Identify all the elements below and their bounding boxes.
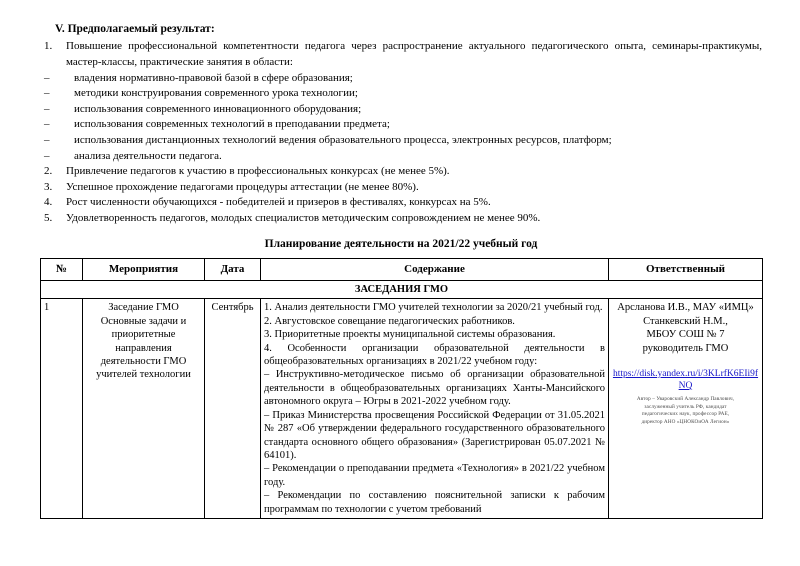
result-item-marker: –	[44, 149, 50, 162]
result-item-marker: –	[44, 71, 50, 84]
result-item-marker: 5.	[44, 212, 53, 225]
result-item-text: Удовлетворенность педагогов, молодых специалистов методическим сопровождением не менее 90%.	[66, 212, 541, 225]
column-header-event: Мероприятия	[83, 258, 205, 280]
result-item-marker: –	[44, 118, 50, 131]
column-header-responsible: Ответственный	[609, 258, 763, 280]
table-header-row	[41, 258, 763, 280]
result-item-marker: 4.	[44, 196, 53, 209]
content-line: 2. Августовское совещание педагогических работников.	[264, 315, 515, 327]
result-item-text: использования современных технологий в преподавании предмета;	[74, 118, 390, 131]
result-item	[40, 102, 762, 118]
result-item-marker: 3.	[44, 180, 53, 193]
content-line: – Рекомендации по составлению пояснительной записки к рабочим программам по технологии с учетом требований	[264, 490, 605, 515]
responsible-name: Арсланова И.В., МАУ «ИМЦ»	[617, 302, 754, 314]
responsible-name: Станкевский Н.М.,	[643, 315, 728, 327]
result-item-text: методики конструирования современного урока технологии;	[74, 87, 358, 100]
result-item-text: владения нормативно-правовой базой в сфере образования;	[74, 71, 353, 84]
table-title: Планирование деятельности на 2021/22 учебный год	[264, 237, 538, 250]
content-line: 3. Приоритетные проекты муниципальной системы образования.	[264, 329, 556, 341]
cell-content	[261, 299, 609, 519]
responsible-name: МБОУ СОШ № 7	[646, 329, 725, 341]
result-item	[40, 71, 762, 87]
column-header-date: Дата	[205, 258, 261, 280]
result-item-marker: –	[44, 87, 50, 100]
result-item-text: использования современного инновационного оборудования;	[74, 102, 362, 115]
content-line: – Рекомендации о преподавании предмета «Технология» в 2021/22 учебном году.	[264, 463, 605, 488]
result-item	[40, 86, 762, 102]
content-line: – Приказ Министерства просвещения Российской Федерации от 31.05.2021 № 287 «Об утверждении федерального государственного образовательного стандарта основного общего образования» (Зарегистрирован 05.07.2021 № 64101).	[264, 409, 605, 462]
responsible-name: руководитель ГМО	[642, 342, 729, 354]
result-item	[40, 195, 762, 211]
result-item	[40, 39, 762, 70]
result-item-text: использования дистанционных технологий ведения образовательного процесса, электронных ресурсов, платформ;	[74, 134, 612, 147]
cell-event: Заседание ГМО Основные задачи и приоритетные направления деятельности ГМО учителей технологии	[83, 299, 205, 519]
result-item-text: Привлечение педагогов к участию в профессиональных конкурсах (не менее 5%).	[66, 165, 450, 178]
result-item-marker: –	[44, 134, 50, 147]
section-band-label: ЗАСЕДАНИЯ ГМО	[41, 280, 763, 298]
column-header-no: №	[41, 258, 83, 280]
content-line: – Инструктивно-методическое письмо об организации образовательной деятельности в общеобразовательных организациях Ханты-Мансийского автономного округа – Югры в 2021-2022 учебном году.	[264, 369, 605, 408]
result-item-text: анализа деятельности педагога.	[74, 149, 222, 162]
content-line: 4. Особенности организации образовательной деятельности в общеобразовательных организациях в 2021/22 учебном году:	[264, 342, 605, 367]
attribution-line: директор АНО «ЦНОКОиОА Легион»	[641, 419, 730, 426]
result-item-text: Рост численности обучающихся - победителей и призеров в фестивалях, конкурсах на 5%.	[66, 196, 491, 209]
cell-date: Сентябрь	[205, 299, 261, 519]
result-item-marker: –	[44, 102, 50, 115]
result-item	[40, 117, 762, 133]
link-attribution	[612, 396, 759, 427]
result-item-marker: 2.	[44, 165, 53, 178]
result-item-text: Успешное прохождение педагогами процедуры аттестации (не менее 80%).	[66, 180, 419, 193]
result-item	[40, 133, 762, 149]
resource-link[interactable]: https://disk.yandex.ru/i/3KLrfK6EIi9fNQ	[612, 368, 759, 391]
result-item-marker: 1.	[44, 40, 53, 53]
result-item	[40, 149, 762, 165]
result-item	[40, 180, 762, 196]
attribution-line: педагогических наук, профессор РАЕ,	[641, 411, 730, 418]
attribution-line: заслуженный учитель РФ, кандидат	[644, 403, 727, 410]
results-list	[40, 39, 762, 226]
cell-no: 1	[41, 299, 83, 519]
activity-planning-table	[40, 258, 763, 520]
result-item	[40, 164, 762, 180]
content-line: 1. Анализ деятельности ГМО учителей технологии за 2020/21 учебный год.	[264, 302, 603, 314]
table-row	[41, 299, 763, 519]
attribution-line: Автор – Уваровский Александр Павлович,	[636, 395, 735, 402]
result-item-text: Повышение профессиональной компетентности педагога через распространение актуального педагогического опыта, семинары-практикумы, мастер-классы, практические занятия в области:	[66, 40, 762, 68]
column-header-content: Содержание	[261, 258, 609, 280]
result-item	[40, 211, 762, 227]
table-section-band-row	[41, 280, 763, 298]
section-heading: V. Предполагаемый результат:	[55, 23, 215, 35]
cell-responsible	[609, 299, 763, 519]
